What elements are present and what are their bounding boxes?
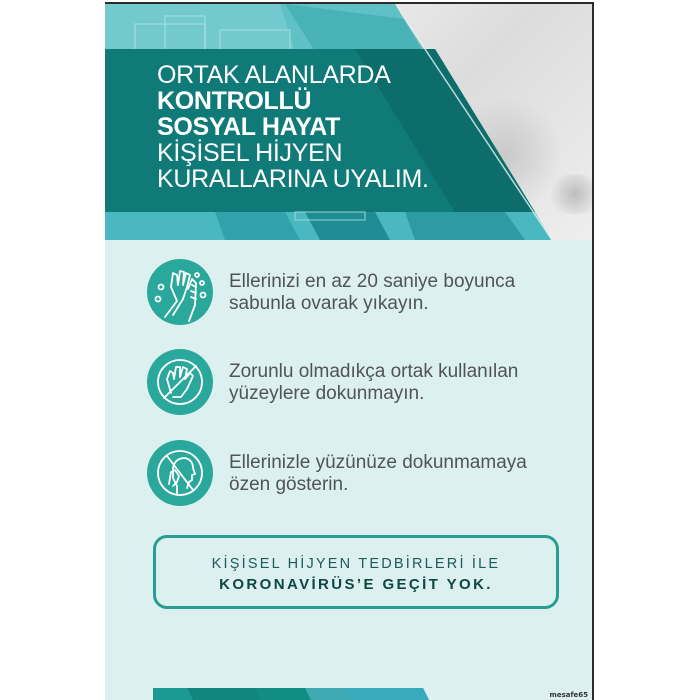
rule-item-hand-washing bbox=[147, 259, 567, 327]
footer-geometric-band bbox=[105, 688, 594, 700]
rule-text-line-2: yüzeylere dokunmayın. bbox=[229, 383, 425, 404]
headline-line-2: KONTROLLÜ bbox=[157, 87, 312, 115]
watermark: mesafe65 bbox=[549, 691, 588, 699]
headline bbox=[157, 62, 429, 192]
rule-item-no-touch-surfaces bbox=[147, 349, 567, 417]
rule-text bbox=[229, 361, 518, 405]
callout-box bbox=[153, 535, 559, 609]
headline-line-4: KİŞİSEL HİJYEN bbox=[157, 139, 343, 167]
hand-washing-icon bbox=[147, 259, 213, 325]
no-touch-face-icon bbox=[147, 440, 213, 506]
rule-text bbox=[229, 271, 515, 315]
callout-line-1: KİŞİSEL HİJYEN TEDBİRLERİ İLE bbox=[211, 556, 501, 572]
rule-text-line-1: Zorunlu olmadıkça ortak kullanılan bbox=[229, 361, 519, 382]
rule-text-line-1: Ellerinizi en az 20 saniye boyunca bbox=[229, 271, 516, 292]
rule-item-no-touch-face bbox=[147, 440, 567, 508]
poster bbox=[105, 2, 594, 700]
no-touch-surface-icon bbox=[147, 349, 213, 415]
headline-line-3: SOSYAL HAYAT bbox=[157, 113, 341, 141]
headline-line-1: ORTAK ALANLARDA bbox=[157, 61, 391, 89]
rule-text-line-2: sabunla ovarak yıkayın. bbox=[229, 293, 429, 314]
rule-text bbox=[229, 452, 527, 496]
headline-line-5: KURALLARINA UYALIM. bbox=[157, 165, 429, 193]
rule-text-line-2: özen gösterin. bbox=[229, 474, 349, 495]
rule-text-line-1: Ellerinizle yüzünüze dokunmamaya bbox=[229, 452, 527, 473]
callout-line-2: KORONAVİRÜS’E GEÇİT YOK. bbox=[219, 576, 493, 593]
